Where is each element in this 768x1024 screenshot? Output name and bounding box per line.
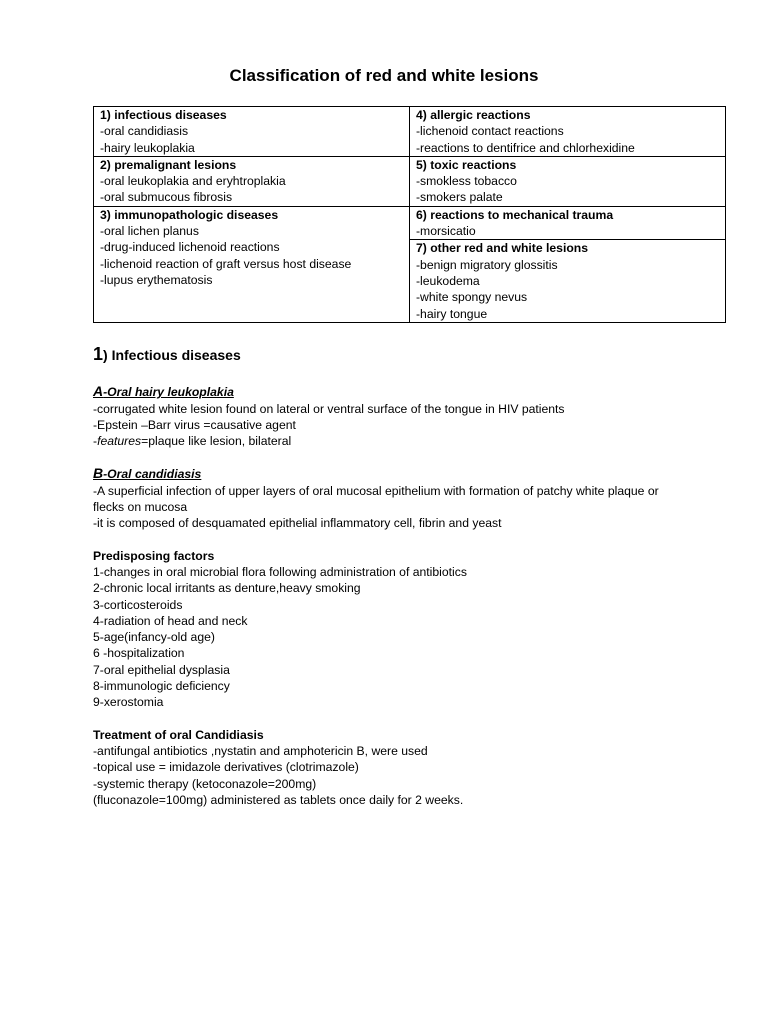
table-cell-premalignant <box>94 156 410 206</box>
cell-item: -lichenoid reaction of graft versus host disease <box>100 256 352 271</box>
cell-item: -smokless tobacco <box>416 174 517 189</box>
list-item: (fluconazole=100mg) administered as tablets once daily for 2 weeks. <box>93 792 464 807</box>
cell-item: -morsicatio <box>416 224 476 239</box>
list-item: 7-oral epithelial dysplasia <box>93 662 230 677</box>
list-item: 4-radiation of head and neck <box>93 613 248 628</box>
table-cell-infectious <box>94 107 410 157</box>
cell-item: -smokers palate <box>416 190 503 205</box>
document-title: Classification of red and white lesions <box>229 66 539 85</box>
cell-item: -oral submucous fibrosis <box>100 190 233 205</box>
features-text: =plaque like lesion, bilateral <box>141 434 292 449</box>
cell-item: -white spongy nevus <box>416 290 528 305</box>
cell-item: -leukodema <box>416 273 480 288</box>
subsection-oral-candidiasis <box>93 465 693 531</box>
paragraph-line: -A superficial infection of upper layers of oral mucosal epithelium with formation of patchy white plaque or flecks on mucosa <box>93 483 659 515</box>
list-item: 3-corticosteroids <box>93 597 183 612</box>
subsection-title-text: -Oral hairy leukoplakia <box>103 385 234 400</box>
table-cell-allergic <box>410 107 726 157</box>
features-label: features <box>97 434 142 449</box>
cell-heading: 5) toxic reactions <box>416 157 517 172</box>
subsection-title-text: -Oral candidiasis <box>103 467 202 482</box>
subsection-hairy-leukoplakia <box>93 383 693 449</box>
section-title-text: ) Infectious diseases <box>103 347 241 363</box>
cell-item: -lupus erythematosis <box>100 272 213 287</box>
table-cell-other-lesions <box>410 240 726 322</box>
cell-item: -hairy tongue <box>416 306 488 321</box>
cell-item: -reactions to dentifrice and chlorhexidine <box>416 140 635 155</box>
cell-heading: 4) allergic reactions <box>416 108 531 122</box>
list-item: 9-xerostomia <box>93 695 164 710</box>
paragraph-line: -Epstein –Barr virus =causative agent <box>93 417 296 432</box>
paragraph-line: -corrugated white lesion found on lateral or ventral surface of the tongue in HIV patients <box>93 401 565 416</box>
predisposing-factors <box>93 548 693 711</box>
cell-item: -oral leukoplakia and eryhtroplakia <box>100 174 286 189</box>
subsection-heading <box>93 383 693 400</box>
subsection-letter: A <box>93 383 104 400</box>
paragraph-line: -it is composed of desquamated epithelial inflammatory cell, fibrin and yeast <box>93 516 502 531</box>
table-cell-toxic <box>410 156 726 206</box>
cell-item: -drug-induced lichenoid reactions <box>100 240 280 255</box>
cell-heading: 7) other red and white lesions <box>416 241 589 256</box>
cell-heading: 1) infectious diseases <box>100 108 227 122</box>
cell-item: -oral candidiasis <box>100 124 189 139</box>
paragraph-line-features <box>93 433 693 449</box>
list-item: 5-age(infancy-old age) <box>93 630 215 645</box>
subsection-heading <box>93 465 693 482</box>
cell-heading: 6) reactions to mechanical trauma <box>416 207 614 222</box>
list-item: 8-immunologic deficiency <box>93 679 230 694</box>
list-item: 1-changes in oral microbial flora following administration of antibiotics <box>93 564 467 579</box>
cell-heading: 3) immunopathologic diseases <box>100 207 279 222</box>
section-heading <box>93 346 693 363</box>
cell-item: -benign migratory glossitis <box>416 257 558 272</box>
predisposing-heading: Predisposing factors <box>93 548 215 563</box>
treatment <box>93 727 693 808</box>
features-prefix: - <box>93 434 98 449</box>
cell-item: -oral lichen planus <box>100 224 199 239</box>
cell-item: -hairy leukoplakia <box>100 140 195 155</box>
table-cell-mechanical-trauma <box>410 206 726 240</box>
cell-heading: 2) premalignant lesions <box>100 157 237 172</box>
cell-item: -lichenoid contact reactions <box>416 124 564 139</box>
list-item: -systemic therapy (ketoconazole=200mg) <box>93 776 317 791</box>
table-cell-immunopathologic <box>94 206 410 322</box>
classification-table <box>93 106 726 323</box>
list-item: -antifungal antibiotics ,nystatin and amphotericin B, were used <box>93 743 428 758</box>
list-item: 6 -hospitalization <box>93 646 185 661</box>
treatment-heading: Treatment of oral Candidiasis <box>93 727 264 742</box>
list-item: -topical use = imidazole derivatives (clotrimazole) <box>93 760 359 775</box>
list-item: 2-chronic local irritants as denture,heavy smoking <box>93 581 361 596</box>
document-body <box>93 346 693 824</box>
subsection-letter: B <box>93 465 104 482</box>
section-number: 1 <box>93 344 104 364</box>
